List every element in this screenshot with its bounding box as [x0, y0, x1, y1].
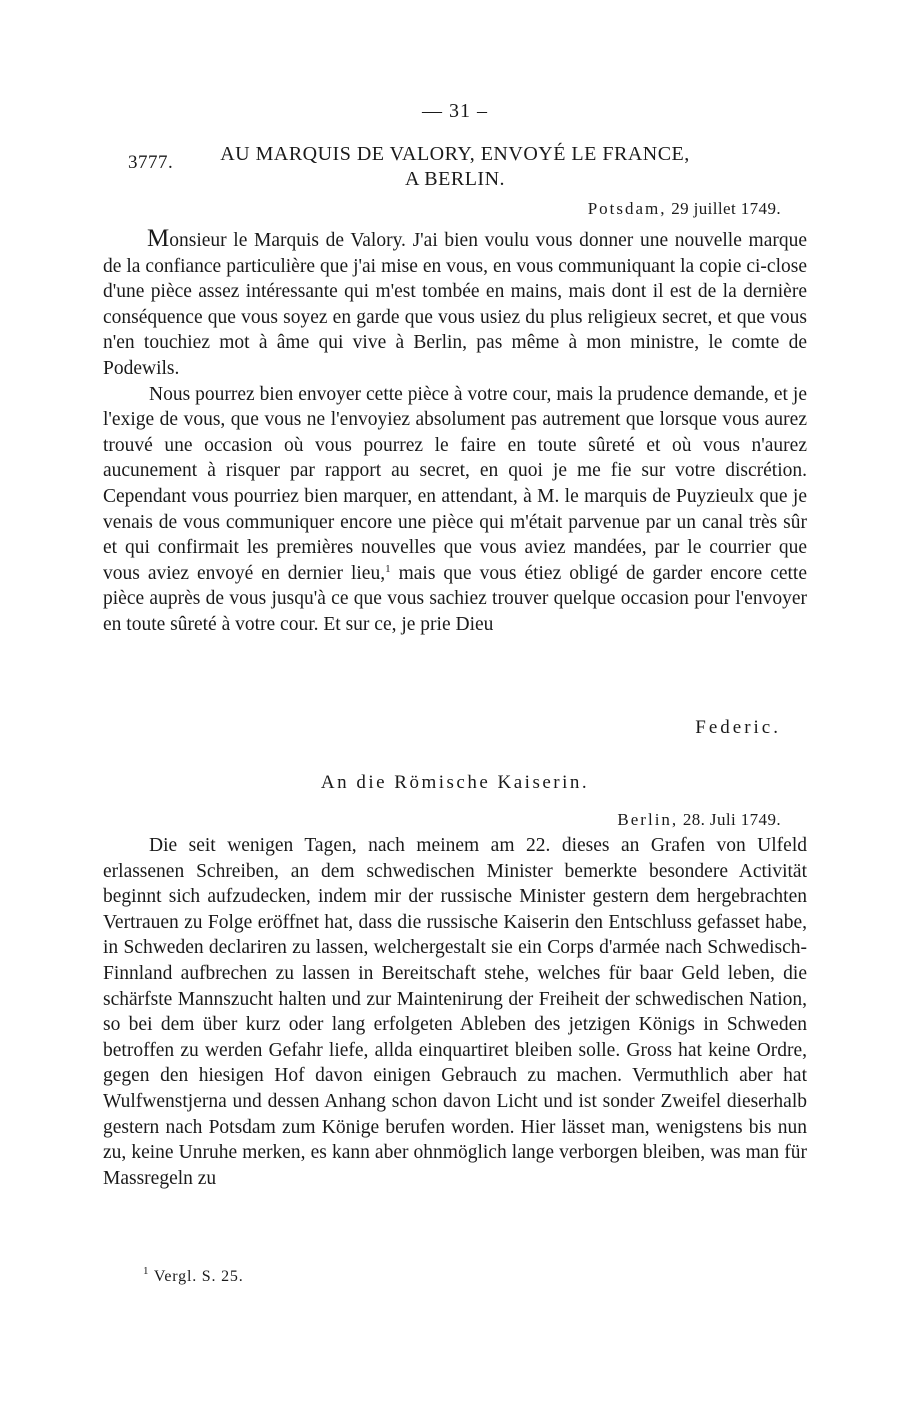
- footnote-text: Vergl. S. 25.: [149, 1268, 244, 1285]
- letter-signature: Federic.: [695, 717, 781, 738]
- letter-date: 29 juillet 1749.: [671, 199, 781, 218]
- letter-paragraph-2-text-a: Nous pourrez bien envoyer cette pièce à votre cour, mais la prudence demande, et je l'exige de vous, que vous ne l'envoyiez absolument pas autrement que lorsque vous aurez trouvé une occasion où vous pourrez le faire en toute sûreté et où vous n'aurez aucunement à risquer par rapport au secret, en quoi je me fie sur votre discrétion. Cependant vous pourriez bien marquer, en attendant, à M. le marquis de Puyzieulx que je venais de vous communiquer encore une pièce qui m'était parvenue par un canal très sûr et qui confirmait les premières nouvelles que vous aviez mandées, par le courrier que vous aviez envoyé en dernier lieu,: [103, 383, 807, 584]
- letter-paragraph-2-text-b: mais que vous étiez obligé de garder encore cette pièce auprès de vous jusqu'à ce que vous sachiez trouver quelque occasion pour l'envoyer en toute sûreté à votre cour. Et sur ce, je prie Dieu: [103, 562, 807, 635]
- report-paragraph: Die seit wenigen Tagen, nach meinem am 22. dieses an Grafen von Ulfeld erlassenen Schreiben, an dem schwedischen Minister bemerkte besondere Activität beginnt sich aufzudecken, indem mir der russische Minister gestern dem hergebrachten Vertrauen zu Folge eröffnet hat, dass die russische Kaiserin den Entschluss gefasset habe, in Schweden declariren zu lassen, welchergestalt sie ein Corps d'armée nach Schwedisch-Finnland aufbrechen zu lassen in Bereitschaft stehe, welches für baar Geld leben, die schärfste Mannszucht halten und zur Maintenirung der Freiheit der schwedischen Nation, so bei dem über kurz oder lang erfolgeten Ableben des jetzigen Königs in Schweden betroffen zu werden Gefahr liefe, allda einquartiret bleiben solle. Gross hat keine Ordre, gegen den hiesigen Hof davon einigen Gebrauch zu machen. Vermuthlich aber hat Wulfwenstjerna und dessen Anhang schon davon Licht und ist sonder Zweifel dieserhalb gestern nach Potsdam zum Könige berufen worden. Hier lässet man, wenigstens bis nun zu, keine Unruhe merken, es kann aber ohnmöglich lange verborgen bleiben, was man für Massregeln zu: [103, 835, 807, 1189]
- report-body: [103, 833, 807, 1191]
- letter-paragraph-1-text: onsieur le Marquis de Valory. J'ai bien voulu vous donner une nouvelle marque de la confiance particulière que j'ai mise en vous, en vous communiquant la copie ci-close d'une pièce assez intéressante qui m'est tombée en mains, mais dont il est de la dernière conséquence que vous soyez en garde que vous usiez du plus religieux secret, et que vous n'en touchiez mot à âme qui vive à Berlin, pas même à mon ministre, le comte de Podewils.: [103, 230, 807, 379]
- report-place: Berlin,: [617, 810, 679, 829]
- letter-heading: [103, 142, 807, 192]
- report-date: 28. Juli 1749.: [682, 810, 781, 829]
- letter-dateline: [588, 199, 781, 219]
- letter-paragraph-1: [103, 226, 807, 382]
- salutation-initial: M: [147, 225, 170, 252]
- footnote: [143, 1265, 244, 1286]
- footnote-marker: 1: [143, 1265, 150, 1277]
- footnote-reference[interactable]: 1: [385, 562, 391, 575]
- report-title: An die Römische Kaiserin.: [320, 772, 590, 793]
- page-number: — 31 –: [422, 100, 488, 122]
- letter-heading-line-1: AU MARQUIS DE VALORY, ENVOYÉ LE FRANCE,: [220, 143, 690, 165]
- letter-body: [103, 226, 807, 638]
- report-dateline: [617, 810, 781, 830]
- letter-place: Potsdam,: [587, 199, 667, 218]
- letter-paragraph-2: [103, 382, 807, 638]
- letter-heading-line-2: A BERLIN.: [404, 168, 506, 190]
- letter-number: 3777.: [128, 152, 174, 173]
